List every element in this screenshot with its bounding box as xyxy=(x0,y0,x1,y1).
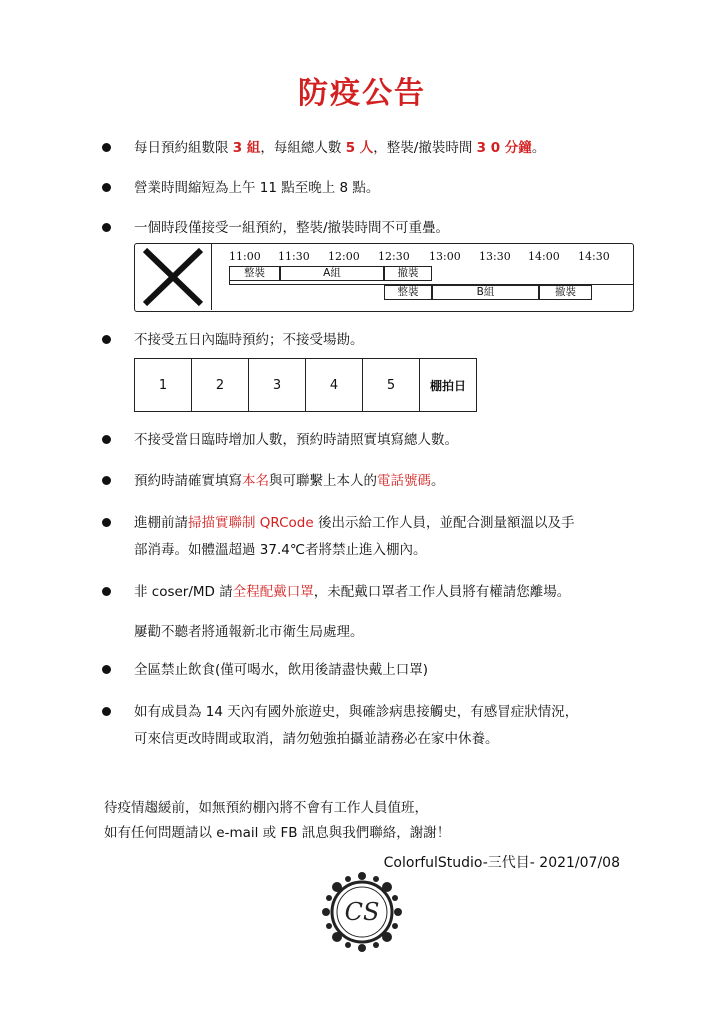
highlight-text: 本名 xyxy=(242,473,269,489)
notice-text: 後出示給工作人員，並配合測量額溫以及手 xyxy=(313,515,575,531)
highlight-text: 全程配戴口罩 xyxy=(232,584,314,600)
time-label: 13:00 xyxy=(429,250,461,263)
day-cell: 5 xyxy=(363,359,420,412)
highlight-text: 電話號碼 xyxy=(377,473,431,489)
footer-line: 待疫情趨緩前，如無預約棚內將不會有工作人員值班， xyxy=(104,800,428,816)
not-allowed-icon xyxy=(135,244,212,310)
bullet-icon xyxy=(102,143,111,152)
notice-text: 全區禁止飲食(僅可喝水，飲用後請盡快戴上口罩) xyxy=(134,662,429,678)
list-item xyxy=(104,582,664,642)
bullet-icon xyxy=(102,183,111,192)
notice-text: ，每組總人數 xyxy=(260,140,346,156)
bullet-icon xyxy=(102,587,111,596)
highlight-text: 5 人 xyxy=(345,140,374,156)
setup-slot: 整裝 xyxy=(384,285,432,300)
notice-text: 預約時請確實填寫 xyxy=(134,473,242,489)
group-b-slot: B組 xyxy=(432,285,539,300)
teardown-slot: 撤裝 xyxy=(384,266,432,281)
highlight-text: 3 組 xyxy=(232,140,261,156)
day-cell: 3 xyxy=(249,359,306,412)
notice-text: 如有成員為 14 天內有國外旅遊史，與確診病患接觸史，有感冒症狀情況， xyxy=(134,704,579,720)
notice-text: ，整裝/撤裝時間 xyxy=(373,140,477,156)
group-a-slot: A組 xyxy=(280,266,384,281)
notice-text: 不接受當日臨時增加人數，預約時請照實填寫總人數。 xyxy=(134,432,458,448)
shoot-day-cell: 棚拍日 xyxy=(420,359,477,412)
notice-text: 營業時間縮短為上午 11 點至晚上 8 點。 xyxy=(134,180,380,196)
notice-text: 可來信更改時間或取消，請勿勉強拍攝並請務必在家中休養。 xyxy=(134,731,499,747)
bullet-icon xyxy=(102,335,111,344)
svg-text:CS: CS xyxy=(344,898,380,926)
studio-logo xyxy=(320,870,404,954)
setup-slot: 整裝 xyxy=(229,266,280,281)
notice-text: ，未配戴口罩者工作人員將有權請您離場。 xyxy=(313,584,571,600)
signature-line: ColorfulStudio-三代目- 2021/07/08 xyxy=(383,855,620,871)
day-cell: 4 xyxy=(306,359,363,412)
highlight-text: 掃描實聯制 QRCode xyxy=(188,515,314,531)
bullet-icon xyxy=(102,476,111,485)
notice-text: 每日預約組數限 xyxy=(134,140,233,156)
bullet-icon xyxy=(102,223,111,232)
notice-text: 不接受五日內臨時預約；不接受場勘。 xyxy=(134,332,364,348)
notice-text: 。 xyxy=(531,140,546,156)
day-table xyxy=(134,358,477,412)
time-label: 13:30 xyxy=(479,250,511,263)
notice-text: 。 xyxy=(431,473,445,489)
bullet-icon xyxy=(102,707,111,716)
notice-text: 屢勸不聽者將通報新北市衛生局處理。 xyxy=(134,624,364,640)
time-label: 14:00 xyxy=(528,250,560,263)
time-label: 11:30 xyxy=(278,250,310,263)
time-label: 11:00 xyxy=(229,250,261,263)
highlight-text: 3 0 分鐘 xyxy=(476,140,532,156)
time-label: 12:00 xyxy=(328,250,360,263)
schedule-diagram xyxy=(134,243,634,312)
notice-text: 進棚前請 xyxy=(134,515,188,531)
page-title: 防疫公告 xyxy=(298,76,426,111)
notice-text: 非 coser/MD 請 xyxy=(134,584,233,600)
timeline-frame xyxy=(229,266,634,285)
bullet-icon xyxy=(102,665,111,674)
notice-text: 部消毒。如體溫超過 37.4℃者將禁止進入棚內。 xyxy=(134,542,427,558)
time-label: 14:30 xyxy=(578,250,610,263)
list-item xyxy=(104,702,664,746)
bullet-icon xyxy=(102,518,111,527)
notice-text: 一個時段僅接受一組預約，整裝/撤裝時間不可重疊。 xyxy=(134,220,450,236)
bullet-icon xyxy=(102,435,111,444)
time-label: 12:30 xyxy=(378,250,410,263)
footer-line: 如有任何問題請以 e-mail 或 FB 訊息與我們聯絡，謝謝！ xyxy=(104,825,451,841)
table-row xyxy=(135,359,477,412)
day-cell: 1 xyxy=(135,359,192,412)
teardown-slot: 撤裝 xyxy=(539,285,592,300)
notice-text: 與可聯繫上本人的 xyxy=(269,473,377,489)
day-cell: 2 xyxy=(192,359,249,412)
list-item xyxy=(104,513,664,557)
